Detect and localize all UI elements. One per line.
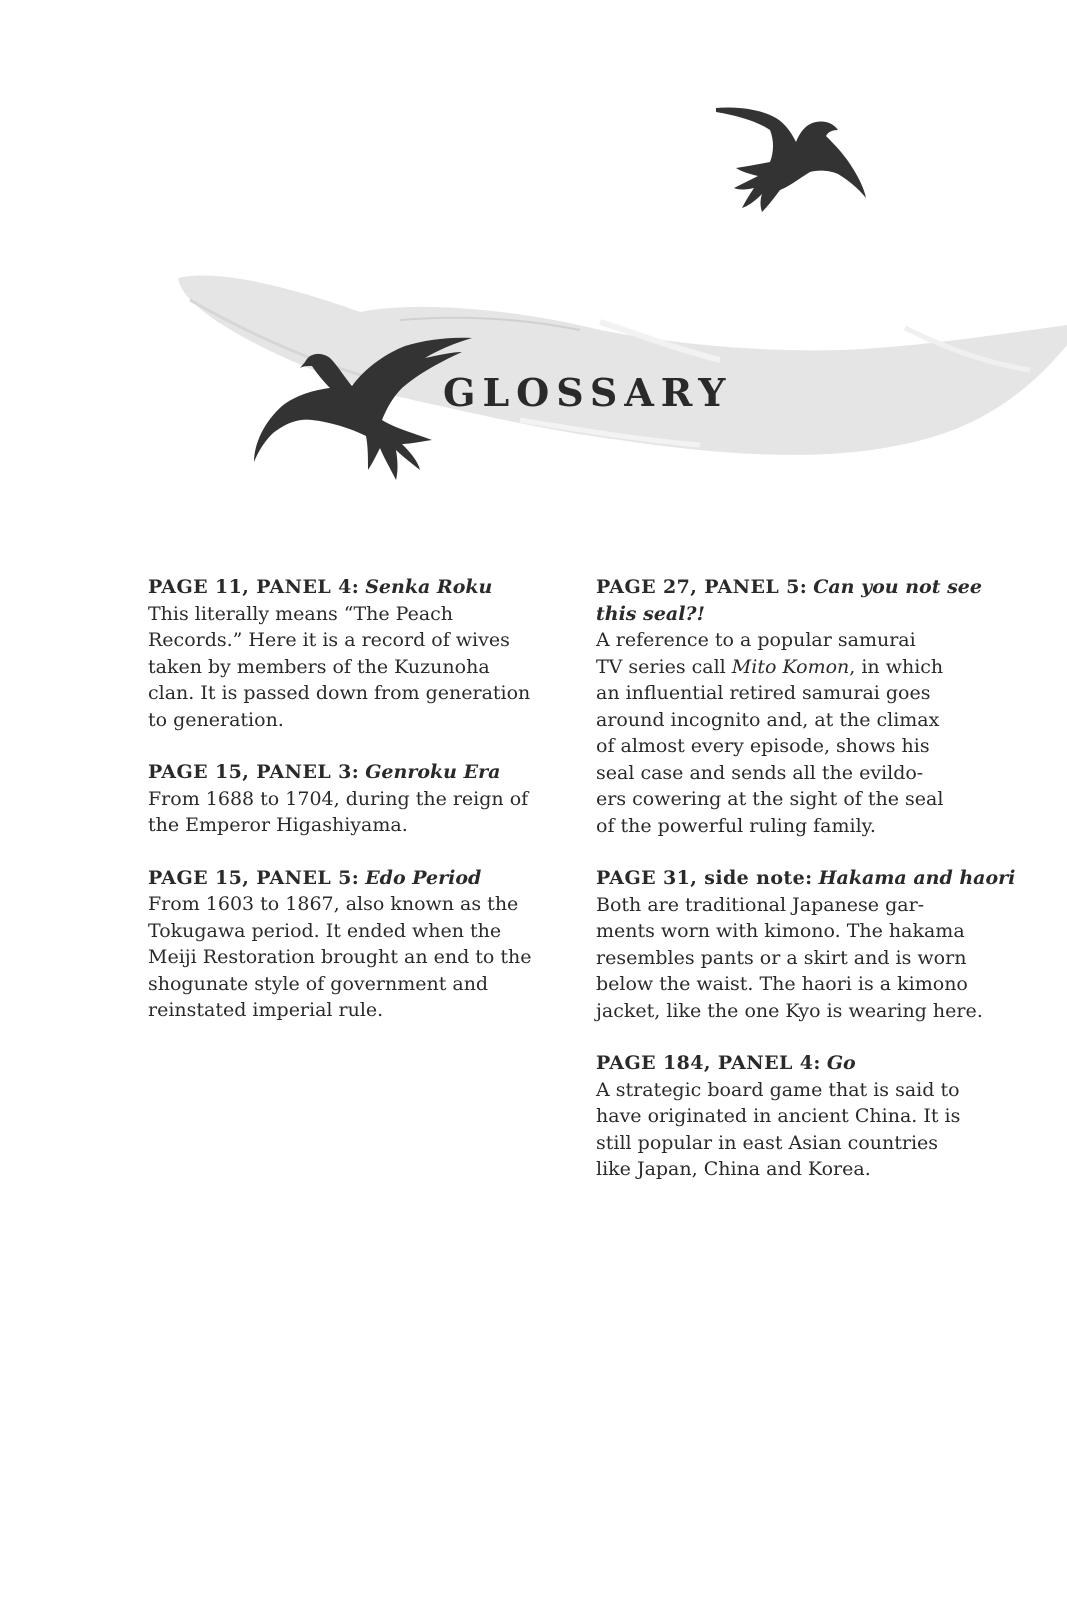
glossary-column-right (596, 574, 1016, 1209)
glossary-entry (148, 574, 568, 733)
glossary-entry (148, 759, 568, 839)
entry-text: A strategic board game that is said to have originated in ancient China. It is still popular in east Asian countries like Japan, China and Korea. (596, 1078, 961, 1180)
entry-text: From 1603 to 1867, also known as the Tokugawa period. It ended when the Meiji Restoration brought an end to the shogunate style of government and reinstated imperial rule. (148, 893, 532, 1021)
glossary-column-left (148, 574, 568, 1050)
entry-reference: PAGE 15, PANEL 5: (148, 866, 360, 889)
entry-text-italic: Mito Komon (731, 655, 850, 678)
glossary-entry (596, 865, 1016, 1024)
glossary-entry (148, 865, 568, 1024)
glossary-entry (596, 574, 1016, 839)
entry-reference: PAGE 31, side note: (596, 867, 813, 889)
entry-text-after: , in which an influential retired samurai goes around incognito and, at the climax of almost every episode, shows his seal case and sends all the evildo- ers cowering at the sight of the seal of the powerful ruling family. (596, 655, 944, 837)
entry-reference: PAGE 11, PANEL 4: (148, 576, 360, 598)
entry-term: Edo Period (365, 866, 482, 889)
bird-silhouette-icon (716, 107, 866, 212)
entry-term: Can you not see this seal?! (596, 576, 982, 625)
entry-term: Hakama and haori (818, 867, 1016, 889)
entry-term: Senka Roku (365, 576, 493, 598)
entry-text-before: A reference to a popular samurai TV series call (596, 629, 916, 678)
entry-reference: PAGE 15, PANEL 3: (148, 761, 360, 783)
entry-term: Go (826, 1052, 856, 1074)
entry-text: Both are traditional Japanese gar- ments worn with kimono. The hakama resembles pants or a skirt and is worn below the waist. The haori is a kimono jacket, like the one Kyo is wearing here. (596, 893, 983, 1022)
entry-text (596, 627, 1016, 839)
entry-reference: PAGE 27, PANEL 5: (596, 576, 808, 598)
entry-term: Genroku Era (365, 761, 501, 783)
glossary-entry (596, 1050, 1016, 1183)
entry-text: This literally means “The Peach Records.” Here it is a record of wives taken by members of the Kuzunoha clan. It is passed down from generation to generation. (148, 602, 531, 731)
entry-text: From 1688 to 1704, during the reign of the Emperor Higashiyama. (148, 787, 529, 836)
header-artwork (0, 0, 1067, 520)
page-title: GLOSSARY (443, 370, 733, 415)
entry-reference: PAGE 184, PANEL 4: (596, 1052, 821, 1074)
